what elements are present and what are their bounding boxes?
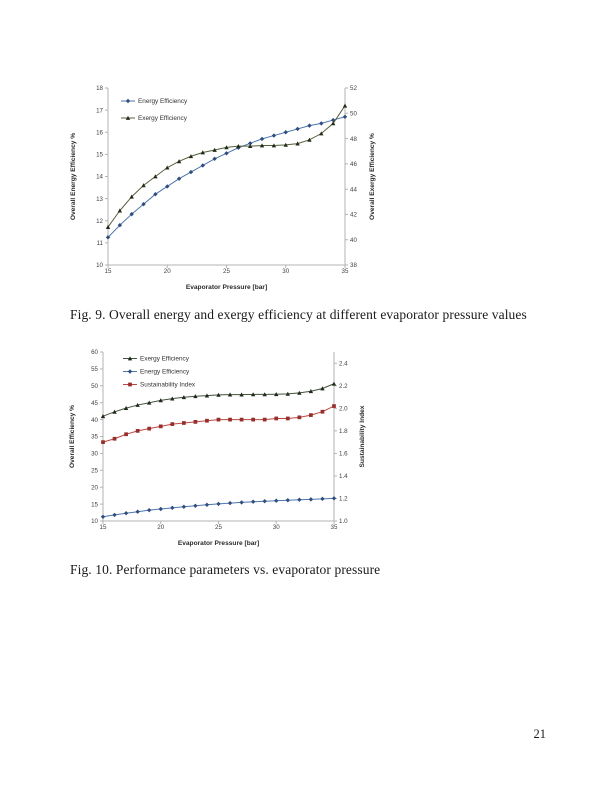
data-point-marker bbox=[332, 496, 336, 500]
data-point-marker bbox=[147, 427, 151, 431]
data-point-marker bbox=[124, 432, 128, 436]
data-point-marker bbox=[297, 415, 301, 419]
svg-text:50: 50 bbox=[350, 110, 357, 118]
svg-text:Energy Efficiency: Energy Efficiency bbox=[140, 368, 190, 376]
series-exergy-efficiency bbox=[106, 104, 347, 229]
data-point-marker bbox=[112, 513, 116, 517]
svg-text:Evaporator Pressure [bar]: Evaporator Pressure [bar] bbox=[177, 540, 260, 547]
data-point-marker bbox=[297, 498, 301, 502]
data-point-marker bbox=[251, 500, 255, 504]
legend-item-exergy-efficiency bbox=[123, 356, 190, 363]
data-point-marker bbox=[274, 499, 278, 503]
svg-text:Overall Energy Efficiency %: Overall Energy Efficiency % bbox=[70, 132, 77, 221]
legend-marker-icon bbox=[128, 383, 132, 387]
figure-9-chart bbox=[66, 80, 386, 295]
svg-text:25: 25 bbox=[223, 268, 230, 275]
data-point-marker bbox=[272, 133, 276, 137]
data-point-marker bbox=[193, 504, 197, 508]
data-point-marker bbox=[332, 382, 336, 386]
svg-text:14: 14 bbox=[96, 173, 103, 181]
svg-text:Sustainability Index: Sustainability Index bbox=[359, 405, 366, 468]
svg-text:52: 52 bbox=[350, 85, 357, 93]
data-point-marker bbox=[228, 418, 232, 422]
svg-text:15: 15 bbox=[104, 268, 112, 275]
svg-text:42: 42 bbox=[350, 211, 357, 219]
data-point-marker bbox=[309, 413, 313, 417]
svg-text:12: 12 bbox=[96, 217, 103, 225]
data-point-marker bbox=[201, 163, 205, 167]
data-point-marker bbox=[101, 440, 105, 444]
data-point-marker bbox=[260, 137, 264, 141]
data-point-marker bbox=[182, 505, 186, 509]
data-point-marker bbox=[101, 515, 105, 519]
data-point-marker bbox=[205, 419, 209, 423]
data-point-marker bbox=[295, 127, 299, 131]
svg-text:30: 30 bbox=[282, 268, 290, 275]
data-point-marker bbox=[309, 497, 313, 501]
data-point-marker bbox=[332, 404, 336, 408]
svg-text:10: 10 bbox=[91, 518, 98, 526]
figure-10-caption: Fig. 10. Performance parameters vs. evaporator pressure bbox=[70, 562, 381, 577]
svg-text:2.2: 2.2 bbox=[339, 383, 348, 390]
data-point-marker bbox=[136, 429, 140, 433]
svg-text:20: 20 bbox=[91, 484, 98, 492]
svg-text:60: 60 bbox=[91, 349, 98, 357]
svg-text:45: 45 bbox=[91, 399, 98, 407]
data-point-marker bbox=[343, 104, 347, 108]
data-point-marker bbox=[182, 421, 186, 425]
svg-text:2.0: 2.0 bbox=[339, 405, 348, 413]
data-point-marker bbox=[228, 501, 232, 505]
svg-text:10: 10 bbox=[96, 262, 103, 270]
svg-text:20: 20 bbox=[163, 268, 171, 275]
data-point-marker bbox=[239, 500, 243, 504]
svg-text:20: 20 bbox=[157, 524, 165, 531]
svg-text:Exergy Efficiency: Exergy Efficiency bbox=[140, 355, 189, 363]
svg-text:17: 17 bbox=[96, 107, 103, 115]
svg-text:Energy Efficiency: Energy Efficiency bbox=[138, 98, 188, 106]
svg-text:30: 30 bbox=[272, 524, 280, 531]
data-point-marker bbox=[286, 417, 290, 421]
svg-text:1.6: 1.6 bbox=[339, 450, 348, 458]
data-point-marker bbox=[251, 418, 255, 422]
svg-text:Exergy Efficiency: Exergy Efficiency bbox=[138, 115, 187, 123]
series-sustainability-index bbox=[101, 404, 336, 444]
legend-item-sustainability-index bbox=[123, 382, 196, 389]
data-point-marker bbox=[124, 511, 128, 515]
svg-text:Evaporator Pressure [bar]: Evaporator Pressure [bar] bbox=[185, 284, 268, 291]
svg-text:15: 15 bbox=[99, 524, 107, 531]
svg-text:13: 13 bbox=[96, 195, 103, 203]
data-point-marker bbox=[321, 410, 325, 414]
data-point-marker bbox=[286, 498, 290, 502]
svg-text:46: 46 bbox=[350, 161, 357, 169]
legend bbox=[121, 98, 188, 122]
svg-text:35: 35 bbox=[91, 433, 98, 441]
data-point-marker bbox=[194, 420, 198, 424]
data-point-marker bbox=[212, 157, 216, 161]
figure-9-caption: Fig. 9. Overall energy and exergy efficiency at different evaporator pressure values bbox=[70, 307, 527, 322]
svg-text:40: 40 bbox=[91, 416, 98, 424]
data-point-marker bbox=[263, 418, 267, 422]
svg-text:44: 44 bbox=[350, 186, 357, 194]
legend-item-exergy-efficiency bbox=[121, 115, 188, 122]
svg-text:40: 40 bbox=[350, 236, 357, 244]
svg-text:50: 50 bbox=[91, 383, 98, 390]
legend-marker-icon bbox=[126, 99, 130, 103]
data-point-marker bbox=[165, 165, 169, 169]
data-point-marker bbox=[307, 138, 311, 142]
svg-text:15: 15 bbox=[96, 151, 103, 159]
svg-text:18: 18 bbox=[96, 85, 103, 93]
axes bbox=[103, 352, 334, 521]
svg-text:1.0: 1.0 bbox=[339, 518, 348, 526]
svg-text:35: 35 bbox=[341, 268, 349, 275]
data-point-marker bbox=[224, 151, 228, 155]
legend-item-energy-efficiency bbox=[123, 369, 190, 376]
data-point-marker bbox=[320, 497, 324, 501]
svg-text:48: 48 bbox=[350, 135, 357, 143]
data-point-marker bbox=[217, 418, 221, 422]
data-point-marker bbox=[263, 499, 267, 503]
chart-svg bbox=[66, 345, 386, 555]
data-point-marker bbox=[319, 121, 323, 125]
data-point-marker bbox=[170, 422, 174, 426]
data-point-marker bbox=[343, 115, 347, 119]
svg-text:1.8: 1.8 bbox=[339, 428, 348, 436]
data-point-marker bbox=[284, 130, 288, 134]
svg-text:Sustainability Index: Sustainability Index bbox=[140, 381, 196, 389]
page-number: 21 bbox=[533, 727, 546, 741]
svg-text:35: 35 bbox=[330, 524, 338, 531]
figure-10-chart bbox=[66, 345, 386, 555]
data-point-marker bbox=[135, 510, 139, 514]
data-point-marker bbox=[240, 418, 244, 422]
data-point-marker bbox=[189, 170, 193, 174]
data-point-marker bbox=[147, 508, 151, 512]
data-point-marker bbox=[216, 502, 220, 506]
legend-marker-icon bbox=[128, 369, 132, 373]
data-point-marker bbox=[159, 507, 163, 511]
data-point-marker bbox=[113, 437, 117, 441]
series-energy-efficiency bbox=[101, 496, 336, 519]
svg-text:Overall Efficiency %: Overall Efficiency % bbox=[69, 404, 76, 469]
chart-svg bbox=[66, 80, 386, 295]
svg-text:11: 11 bbox=[96, 240, 103, 248]
svg-text:1.2: 1.2 bbox=[339, 495, 348, 503]
svg-text:25: 25 bbox=[215, 524, 222, 531]
data-point-marker bbox=[274, 417, 278, 421]
series-exergy-efficiency bbox=[101, 382, 336, 419]
legend-item-energy-efficiency bbox=[121, 98, 188, 105]
svg-text:30: 30 bbox=[91, 450, 98, 458]
svg-text:2.4: 2.4 bbox=[339, 360, 348, 368]
svg-text:1.4: 1.4 bbox=[339, 473, 348, 481]
svg-text:16: 16 bbox=[96, 129, 103, 137]
svg-text:55: 55 bbox=[91, 366, 98, 374]
data-point-marker bbox=[159, 424, 163, 428]
svg-text:38: 38 bbox=[350, 262, 357, 270]
svg-text:Overall Exergy Efficiency %: Overall Exergy Efficiency % bbox=[369, 133, 376, 220]
svg-text:15: 15 bbox=[91, 501, 98, 509]
series-energy-efficiency bbox=[106, 115, 347, 240]
data-point-marker bbox=[205, 503, 209, 507]
legend bbox=[123, 356, 196, 389]
data-point-marker bbox=[170, 506, 174, 510]
svg-text:25: 25 bbox=[91, 467, 98, 475]
data-point-marker bbox=[307, 123, 311, 127]
